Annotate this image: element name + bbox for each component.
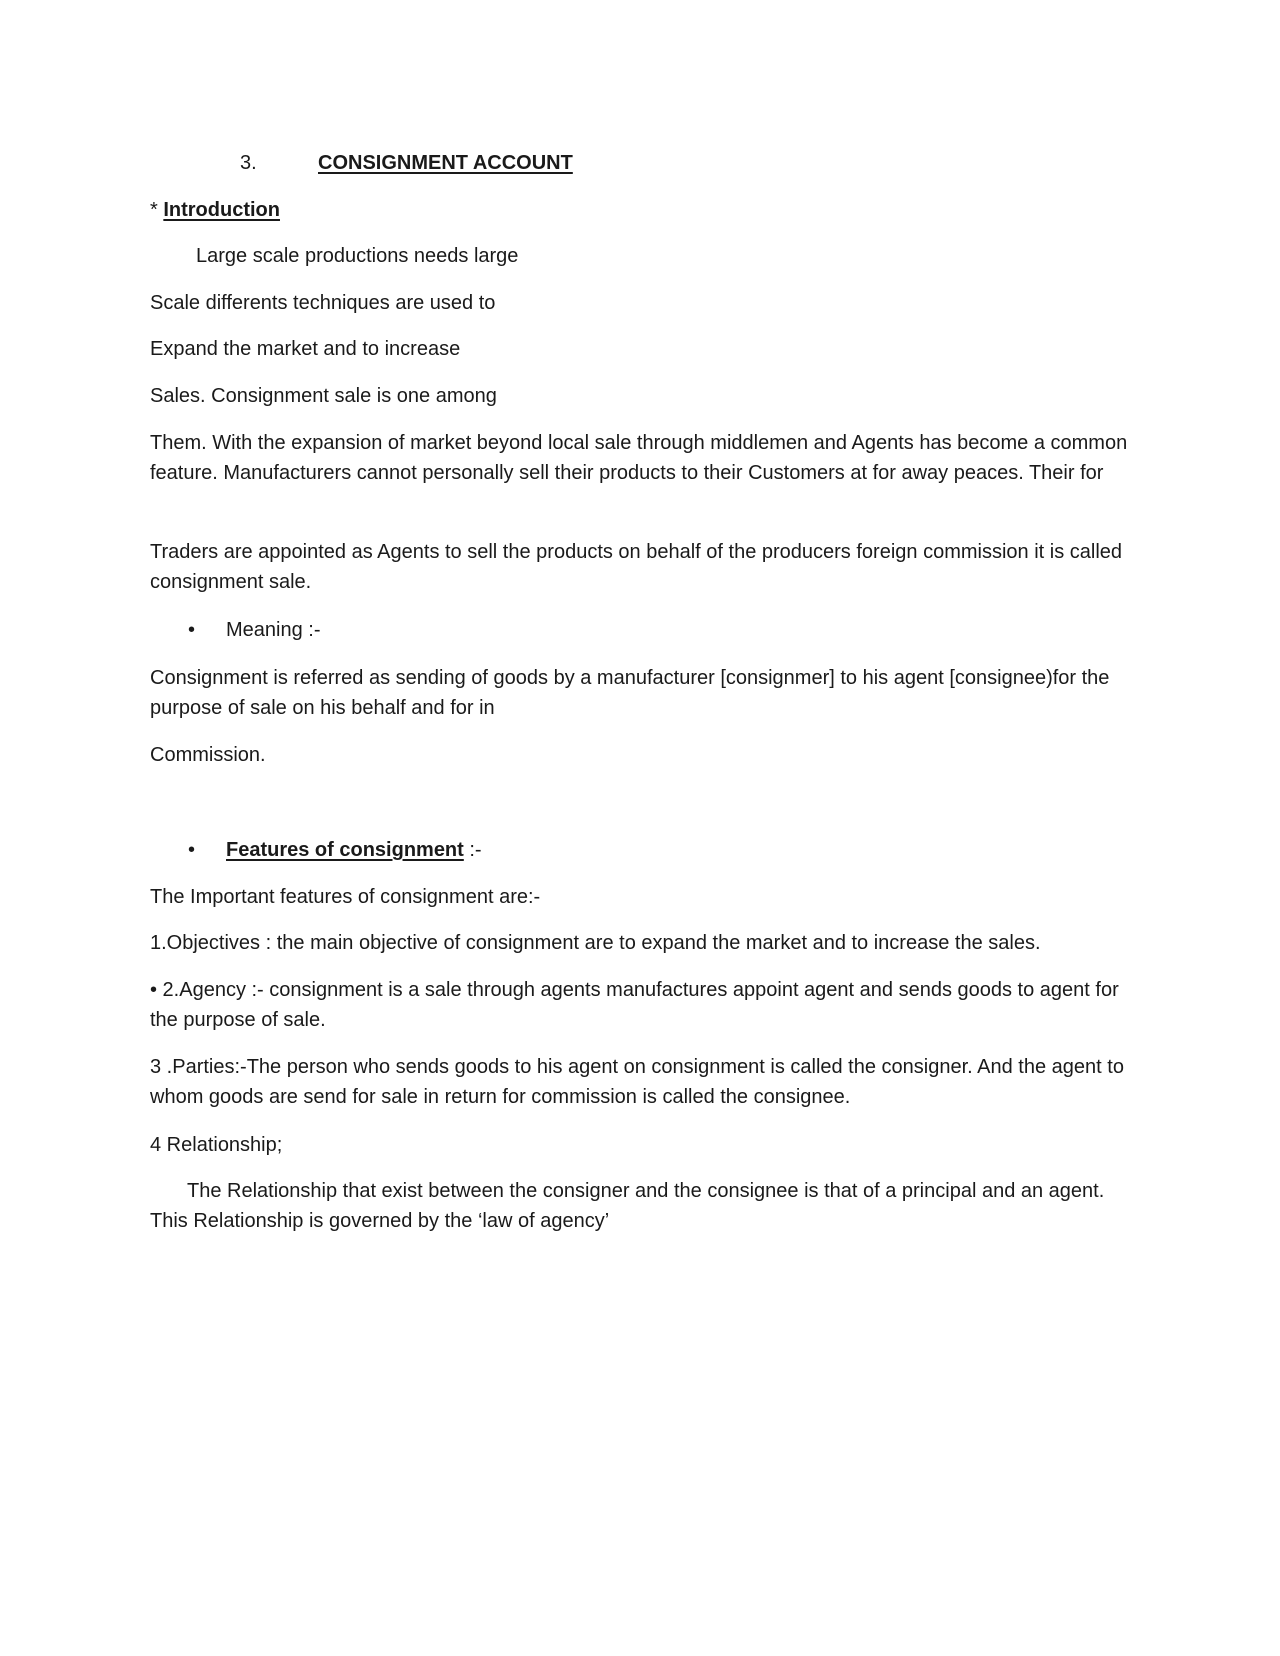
features-intro: The Important features of consignment are:- [150,886,541,908]
feature-agency: • 2.Agency :- consignment is a sale through agents manufactures appoint agent and sends goods to agent for the purpose of sale. [150,979,1119,1031]
features-bullet: • [188,839,196,861]
feature-relationship-heading: 4 Relationship; [150,1134,283,1156]
features-label: Features of consignment [226,839,464,861]
section-number: 3. [240,152,257,174]
meaning-text: Consignment is referred as sending of goods by a manufacturer [consignmer] to his agent [consignee)for the purpose of sale on his behalf and for in [150,667,1110,719]
intro-line-1: Large scale productions needs large [196,245,519,267]
intro-heading [150,195,1140,225]
intro-line-2: Scale differents techniques are used to [150,292,496,314]
intro-label: Introduction [163,199,280,221]
feature-objectives: 1.Objectives : the main objective of consignment are to expand the market and to increase the sales. [150,932,1041,954]
features-suffix: :- [463,839,482,861]
meaning-bullet: • [188,619,196,641]
meaning-label: Meaning :- [226,619,321,641]
features-heading [226,835,482,865]
intro-line-3: Expand the market and to increase [150,338,461,360]
meaning-text-2: Commission. [150,744,266,766]
intro-prefix: * [150,199,164,221]
intro-paragraph-6: Traders are appointed as Agents to sell the products on behalf of the producers foreign commission it is called consignment sale. [150,541,1123,593]
feature-relationship-text: The Relationship that exist between the consigner and the consignee is that of a principal and an agent. This Relationship is governed by the ‘law of agency’ [150,1180,1105,1232]
feature-parties: 3 .Parties:-The person who sends goods to his agent on consignment is called the consigner. And the agent to whom goods are send for sale in return for commission is called the consignee. [150,1056,1124,1108]
section-title: CONSIGNMENT ACCOUNT [318,152,573,174]
intro-line-4: Sales. Consignment sale is one among [150,385,497,407]
intro-paragraph-5: Them. With the expansion of market beyond local sale through middlemen and Agents has become a common feature. Manufacturers cannot personally sell their products to their Customers at for away peaces. Their for [150,432,1128,484]
